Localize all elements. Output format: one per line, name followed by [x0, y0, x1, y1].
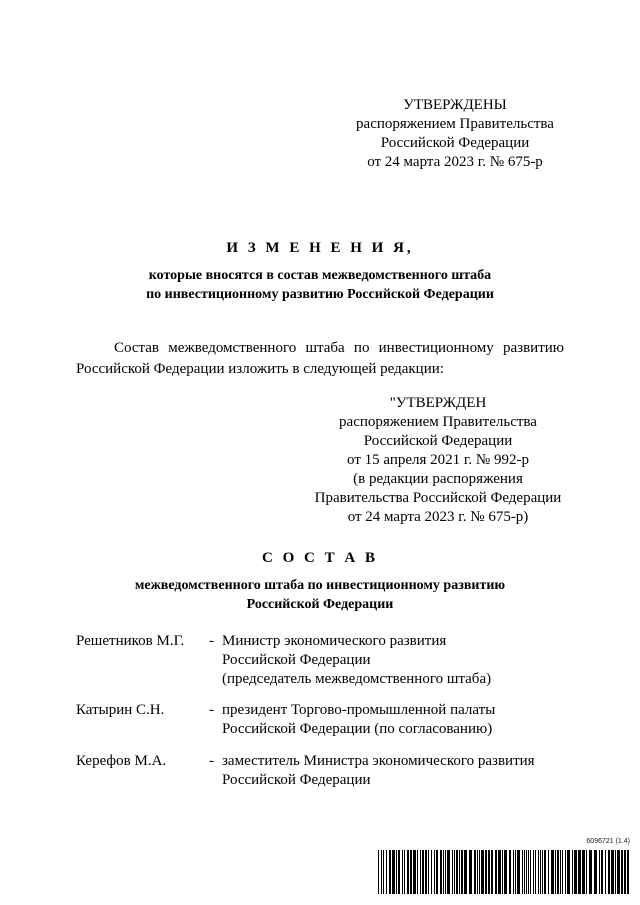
approval-line: распоряжением Правительства: [356, 116, 554, 132]
approval-date: от 24 марта 2023 г. № 675-р): [347, 509, 529, 525]
barcode-bar: [461, 850, 463, 894]
barcode-bar: [452, 850, 453, 894]
composition-title: С О С Т А В: [262, 550, 378, 566]
barcode-bar: [481, 850, 484, 894]
barcode-bar: [589, 850, 592, 894]
barcode-bar: [627, 850, 629, 894]
member-name: Катырин С.Н.: [76, 702, 165, 718]
barcode-bar: [515, 850, 516, 894]
barcode-bar: [605, 850, 606, 894]
composition-subtitle-line: Российской Федерации: [246, 597, 394, 612]
paragraph-line: Состав межведомственного штаба по инвестиционному развитию: [114, 340, 564, 356]
approval-date: от 24 марта 2023 г. № 675-р: [367, 154, 543, 170]
approval-stamp-top: [330, 96, 580, 172]
barcode-bar: [410, 850, 412, 894]
barcode-bar: [491, 850, 493, 894]
approval-line: (в редакции распоряжения: [353, 471, 523, 487]
barcode-bar: [557, 850, 559, 894]
paragraph-line: Российской Федерации изложить в следующей редакции:: [76, 361, 444, 377]
barcode-bar: [477, 850, 478, 894]
member-dash: -: [209, 633, 214, 649]
member-dash: -: [209, 702, 214, 718]
approval-line: Правительства Российской Федерации: [314, 490, 562, 506]
barcode-bar: [572, 850, 573, 894]
approval-date: от 15 апреля 2021 г. № 992-р: [347, 452, 529, 468]
barcode-bar: [624, 850, 626, 894]
barcode-bar: [402, 850, 403, 894]
barcode-bar: [617, 850, 620, 894]
changes-title: И З М Е Н Е Н И Я,: [226, 240, 414, 256]
barcode-bar: [621, 850, 623, 894]
barcode-bar: [413, 850, 416, 894]
barcode-bar: [436, 850, 438, 894]
barcode-bar: [582, 850, 585, 894]
approval-title: УТВЕРЖДЕНЫ: [403, 97, 507, 113]
barcode-bar: [524, 850, 525, 894]
barcode-bar: [578, 850, 581, 894]
changes-subtitle-line: которые вносятся в состав межведомственного штаба: [148, 268, 492, 283]
barcode-bar: [431, 850, 432, 894]
barcode-bar: [474, 850, 476, 894]
barcode-bar: [396, 850, 397, 894]
barcode-bar: [548, 850, 549, 894]
member-role: президент Торгово-промышленной палаты Российской Федерации (по согласованию): [222, 702, 496, 737]
approval-line: распоряжением Правительства: [339, 414, 537, 430]
member-name: Решетников М.Г.: [76, 633, 185, 649]
barcode-bar: [611, 850, 614, 894]
barcode-bar: [567, 850, 570, 894]
barcode-bar: [383, 850, 384, 894]
barcode-bar: [551, 850, 554, 894]
member-dash: -: [209, 753, 214, 769]
barcode-bar: [509, 850, 511, 894]
barcode-bar: [594, 850, 597, 894]
barcode-bars: [376, 850, 634, 894]
approval-title: "УТВЕРЖДЕН: [389, 395, 487, 411]
barcode-bar: [565, 850, 566, 894]
barcode-bar: [562, 850, 563, 894]
barcode-bar: [542, 850, 543, 894]
barcode-bar: [389, 850, 391, 894]
changes-subtitle-line: по инвестиционному развитию Российской Федерации: [146, 287, 494, 302]
barcode-bar: [544, 850, 546, 894]
barcode-bar: [464, 850, 467, 894]
barcode-bar: [386, 850, 387, 894]
barcode-bar: [530, 850, 531, 894]
barcode-bar: [522, 850, 523, 894]
barcode-bar: [555, 850, 556, 894]
barcode-bar: [407, 850, 409, 894]
barcode-bar: [540, 850, 541, 894]
body-paragraph: [76, 338, 564, 380]
barcode-bar: [459, 850, 460, 894]
barcode-bar: [440, 850, 442, 894]
barcode-bar: [417, 850, 418, 894]
barcode-bar: [381, 850, 382, 894]
barcode-bar: [533, 850, 534, 894]
barcode-bar: [599, 850, 600, 894]
barcode-bar: [443, 850, 444, 894]
barcode: [376, 838, 634, 898]
barcode-bar: [420, 850, 421, 894]
barcode-bar: [422, 850, 424, 894]
barcode-bar: [513, 850, 514, 894]
approval-line: Российской Федерации: [363, 433, 513, 449]
barcode-bar: [601, 850, 603, 894]
barcode-bar: [404, 850, 405, 894]
barcode-bar: [495, 850, 497, 894]
barcode-bar: [526, 850, 527, 894]
barcode-bar: [504, 850, 507, 894]
barcode-bar: [485, 850, 487, 894]
approval-line: Российской Федерации: [380, 135, 530, 151]
barcode-bar: [392, 850, 395, 894]
barcode-bar: [574, 850, 577, 894]
member-role: Министр экономического развития Российской Федерации (председатель межведомственного штаба): [222, 633, 492, 687]
barcode-bar: [538, 850, 539, 894]
barcode-bar: [454, 850, 455, 894]
barcode-bar: [586, 850, 587, 894]
barcode-bar: [502, 850, 503, 894]
changes-subtitle: [100, 266, 540, 304]
barcode-bar: [498, 850, 501, 894]
barcode-bar: [615, 850, 616, 894]
barcode-bar: [434, 850, 435, 894]
composition-subtitle-line: межведомственного штаба по инвестиционному развитию: [134, 578, 506, 593]
barcode-bar: [469, 850, 472, 894]
barcode-bar: [479, 850, 480, 894]
approval-stamp-quoted: [296, 394, 580, 527]
barcode-bar: [608, 850, 610, 894]
member-name: Керефов М.А.: [76, 753, 167, 769]
barcode-bar: [445, 850, 446, 894]
barcode-bar: [488, 850, 490, 894]
barcode-bar: [517, 850, 520, 894]
barcode-bar: [447, 850, 450, 894]
barcode-bar: [560, 850, 561, 894]
barcode-bar: [398, 850, 400, 894]
composition-subtitle: [100, 576, 540, 614]
barcode-bar: [535, 850, 536, 894]
member-role: заместитель Министра экономического развития Российской Федерации: [222, 753, 535, 788]
barcode-bar: [428, 850, 429, 894]
barcode-bar: [378, 850, 379, 894]
barcode-bar: [456, 850, 458, 894]
barcode-bar: [425, 850, 427, 894]
barcode-code: 6096721 (1.4): [586, 838, 630, 845]
barcode-bar: [528, 850, 529, 894]
